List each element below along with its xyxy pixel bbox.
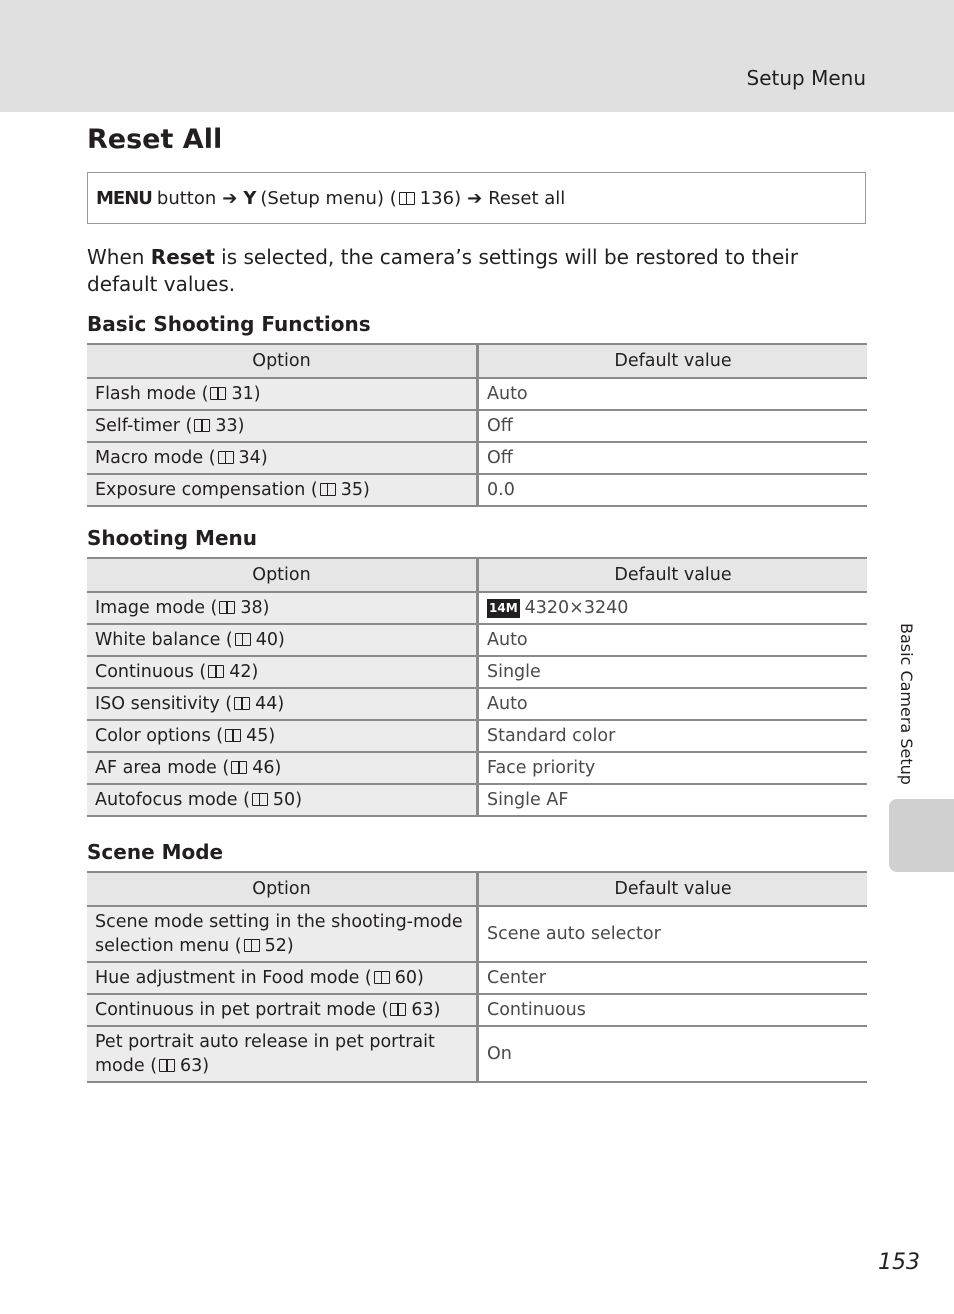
option-name: Pet portrait auto release in pet portrait mode ( xyxy=(95,1032,435,1076)
default-value: Off xyxy=(478,442,868,474)
book-icon xyxy=(208,665,224,678)
table-row xyxy=(87,752,867,784)
menu-path-button-label: button xyxy=(156,187,217,209)
table-row xyxy=(87,592,867,624)
default-value: Face priority xyxy=(478,752,868,784)
settings-table xyxy=(87,871,867,1083)
table-row xyxy=(87,962,867,994)
option-cell xyxy=(87,378,478,410)
option-name: Autofocus mode ( xyxy=(95,790,250,810)
option-cell xyxy=(87,592,478,624)
default-value: Center xyxy=(478,962,868,994)
default-value: On xyxy=(487,1044,512,1064)
menu-path-setup-menu: (Setup menu) ( xyxy=(260,187,397,209)
table-row xyxy=(87,656,867,688)
table-row xyxy=(87,442,867,474)
page-ref: 34) xyxy=(238,448,268,468)
option-name: White balance ( xyxy=(95,630,233,650)
page-ref: 50) xyxy=(272,790,303,810)
table-row xyxy=(87,994,867,1026)
column-header-option: Option xyxy=(87,872,478,906)
option-cell xyxy=(87,624,478,656)
default-value-cell xyxy=(478,592,868,624)
table-row xyxy=(87,378,867,410)
option-name: AF area mode ( xyxy=(95,758,230,778)
book-icon xyxy=(210,387,226,400)
option-cell xyxy=(87,994,478,1026)
book-icon xyxy=(234,697,250,710)
option-name: Hue adjustment in Food mode ( xyxy=(95,968,372,988)
option-name: Scene mode setting in the shooting-mode selection menu ( xyxy=(95,912,463,956)
book-icon xyxy=(235,633,251,646)
option-name: Continuous ( xyxy=(95,662,207,682)
table-row xyxy=(87,410,867,442)
settings-table xyxy=(87,343,867,507)
table-row xyxy=(87,1026,867,1082)
column-header-default: Default value xyxy=(478,558,868,592)
default-value: Auto xyxy=(478,378,868,410)
page-ref: 33) xyxy=(215,416,245,436)
menu-path-target: Reset all xyxy=(488,187,566,209)
table-header-row xyxy=(87,344,867,378)
book-icon xyxy=(225,729,241,742)
table-row xyxy=(87,688,867,720)
wrench-icon: Y xyxy=(243,187,257,209)
default-value: 4320×3240 xyxy=(524,598,629,618)
option-cell xyxy=(87,474,478,506)
page-title: Reset All xyxy=(87,124,223,155)
column-header-option: Option xyxy=(87,344,478,378)
column-header-option: Option xyxy=(87,558,478,592)
page-ref: 31) xyxy=(231,384,261,404)
header-band xyxy=(0,0,954,112)
option-cell xyxy=(87,410,478,442)
intro-paragraph xyxy=(87,244,867,298)
page-ref: 35) xyxy=(340,480,370,500)
book-icon xyxy=(374,971,390,984)
option-cell xyxy=(87,752,478,784)
book-icon xyxy=(218,451,234,464)
option-cell xyxy=(87,784,478,816)
option-name: Macro mode ( xyxy=(95,448,216,468)
settings-table xyxy=(87,557,867,817)
page-ref: 63) xyxy=(411,1000,441,1020)
default-value: Continuous xyxy=(478,994,868,1026)
page-ref: 38) xyxy=(240,598,270,618)
option-name: ISO sensitivity ( xyxy=(95,694,233,714)
default-value: Standard color xyxy=(478,720,868,752)
option-cell xyxy=(87,906,478,962)
section-label: Setup Menu xyxy=(746,66,866,90)
intro-reset-term: Reset xyxy=(150,245,215,269)
book-icon xyxy=(194,419,210,432)
table-row xyxy=(87,784,867,816)
table-row xyxy=(87,720,867,752)
option-cell xyxy=(87,442,478,474)
option-name: Image mode ( xyxy=(95,598,218,618)
chapter-tab xyxy=(889,799,954,872)
option-name: Self-timer ( xyxy=(95,416,193,436)
arrow-right-icon: ➔ xyxy=(467,187,483,209)
option-name: Continuous in pet portrait mode ( xyxy=(95,1000,389,1020)
option-cell xyxy=(87,656,478,688)
chapter-tab-label: Basic Camera Setup xyxy=(897,623,916,785)
book-icon xyxy=(231,761,247,774)
page-ref: 44) xyxy=(255,694,285,714)
option-cell xyxy=(87,720,478,752)
option-name: Exposure compensation ( xyxy=(95,480,318,500)
book-icon xyxy=(390,1003,406,1016)
page-ref: 45) xyxy=(246,726,276,746)
default-value: Off xyxy=(478,410,868,442)
menu-path xyxy=(87,172,866,224)
page-number: 153 xyxy=(878,1250,920,1275)
book-icon xyxy=(252,793,268,806)
option-name: Flash mode ( xyxy=(95,384,209,404)
table-row xyxy=(87,624,867,656)
image-size-icon: 14M xyxy=(487,599,520,618)
book-icon xyxy=(320,483,336,496)
column-header-default: Default value xyxy=(478,344,868,378)
column-header-default: Default value xyxy=(478,872,868,906)
page-ref: 46) xyxy=(252,758,282,778)
table-row xyxy=(87,474,867,506)
page-ref: 63) xyxy=(180,1056,210,1076)
arrow-right-icon: ➔ xyxy=(222,187,238,209)
book-icon xyxy=(244,939,260,952)
default-value: 0.0 xyxy=(487,480,515,500)
option-cell xyxy=(87,1026,478,1082)
option-cell xyxy=(87,688,478,720)
default-value: Auto xyxy=(478,624,868,656)
page-ref: 40) xyxy=(255,630,285,650)
table-header-row xyxy=(87,872,867,906)
book-icon xyxy=(399,192,415,205)
default-value: Scene auto selector xyxy=(478,906,868,962)
page-ref: 42) xyxy=(229,662,259,682)
intro-text-after: is selected, the camera’s settings will be restored to their default values. xyxy=(87,245,799,296)
default-value: Auto xyxy=(478,688,868,720)
menu-path-page-ref: 136) xyxy=(419,187,462,209)
table-header-row xyxy=(87,558,867,592)
table-row xyxy=(87,906,867,962)
page-ref: 52) xyxy=(264,936,294,956)
option-name: Color options ( xyxy=(95,726,224,746)
book-icon xyxy=(219,601,235,614)
default-value: Single xyxy=(478,656,868,688)
section-heading: Scene Mode xyxy=(87,840,224,864)
section-heading: Shooting Menu xyxy=(87,526,257,550)
default-value: Single AF xyxy=(487,790,569,810)
menu-button-icon: MENU xyxy=(96,187,152,209)
book-icon xyxy=(159,1059,175,1072)
option-cell xyxy=(87,962,478,994)
intro-text-before: When xyxy=(87,245,151,269)
page-ref: 60) xyxy=(394,968,424,988)
section-heading: Basic Shooting Functions xyxy=(87,312,371,336)
